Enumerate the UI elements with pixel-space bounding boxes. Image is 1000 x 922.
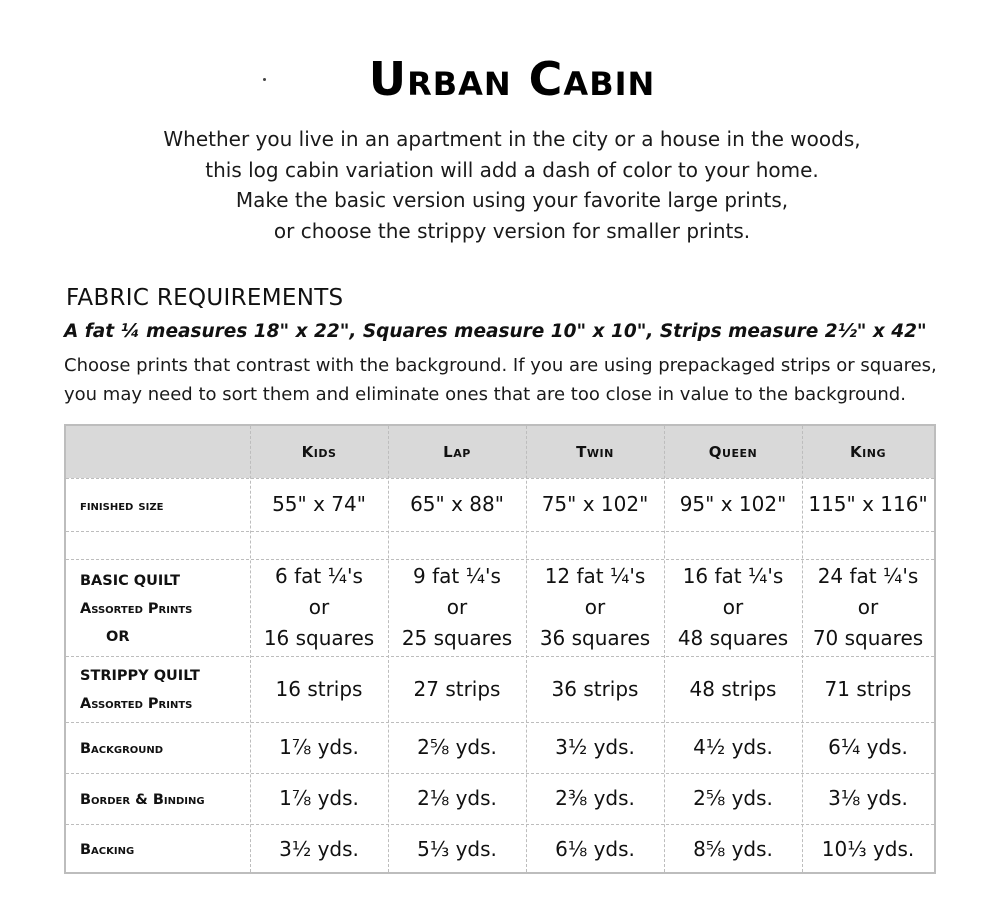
table-cell-line: 36 squares [539, 626, 651, 650]
table-cell [388, 732, 526, 763]
table-cell-line: 55" x 74" [272, 492, 366, 516]
intro-line: Make the basic version using your favorite large prints, [235, 188, 789, 212]
row-label-line: Background [80, 740, 164, 757]
table-cell [388, 783, 526, 814]
intro-line: Whether you live in an apartment in the city or a house in the woods, [163, 127, 861, 151]
column-header: Lap [443, 443, 471, 461]
fabric-requirements-table [64, 424, 936, 874]
row-label [80, 735, 163, 763]
column-header: Kids [301, 443, 337, 461]
row-label-line: Assorted Prints [80, 696, 193, 712]
table-cell [526, 561, 664, 654]
table-cell [664, 732, 802, 763]
table-cell-line: 6⅛ yds. [555, 836, 635, 861]
table-cell-line: 2⅜ yds. [555, 786, 635, 810]
row-label-line: Assorted Prints [80, 600, 193, 617]
table-cell [802, 561, 934, 654]
table-cell [802, 732, 934, 763]
row-label [80, 786, 205, 814]
table-cell-line: 16 fat ¼'s [682, 564, 784, 588]
row-label [80, 492, 163, 520]
table-cell-line: 5⅓ yds. [417, 836, 497, 861]
table-cell [802, 834, 934, 865]
table-cell [388, 834, 526, 865]
table-cell-line: 10⅓ yds. [821, 836, 915, 861]
table-cell-line: 16 strips [275, 676, 363, 701]
table-cell-line: 9 fat ¼'s [413, 564, 501, 588]
table-cell-line: 1⅞ yds. [279, 735, 359, 759]
table-row-divider [66, 559, 934, 560]
table-cell-line: 75" x 102" [541, 492, 649, 516]
table-cell [526, 783, 664, 814]
table-cell [802, 489, 934, 520]
table-cell [526, 489, 664, 520]
table-cell-line: 48 squares [677, 626, 789, 650]
row-label-line: OR [106, 628, 130, 645]
measures-note: A fat ¼ measures 18" x 22", Squares measure 10" x 10", Strips measure 2½" x 42" [64, 321, 927, 342]
table-row-divider [66, 773, 934, 774]
table-cell [526, 674, 664, 705]
table-cell-line: 2⅛ yds. [417, 786, 497, 810]
table-cell-line: or [722, 595, 744, 619]
table-cell-line: 27 strips [413, 676, 501, 701]
row-label-line: finished size [80, 497, 164, 514]
table-cell-line: 115" x 116" [808, 492, 928, 516]
instructions-paragraph [64, 351, 937, 409]
table-cell-line: 1⅞ yds. [279, 786, 359, 810]
table-row-divider [66, 656, 934, 657]
table-cell-line: 71 strips [824, 676, 912, 701]
table-cell [802, 783, 934, 814]
table-cell-line: 8⅝ yds. [693, 836, 773, 861]
page-title: Urban Cabin [368, 52, 656, 106]
row-label [80, 567, 192, 651]
table-cell-line: 3½ yds. [279, 836, 359, 861]
instructions-line: Choose prints that contrast with the background. If you are using prepackaged strips or squares, [64, 355, 937, 376]
instructions-line: you may need to sort them and eliminate ones that are too close in value to the background. [64, 384, 906, 405]
table-cell [664, 674, 802, 705]
intro-line: this log cabin variation will add a dash of color to your home. [205, 157, 819, 182]
table-cell-line: 16 squares [263, 626, 375, 650]
row-label [80, 662, 200, 718]
row-label-line: Backing [80, 842, 135, 858]
column-header: King [850, 443, 886, 461]
table-cell-line: 2⅝ yds. [417, 735, 497, 759]
table-cell [250, 561, 388, 654]
row-label-line: BASIC QUILT [80, 572, 181, 589]
column-header: Queen [708, 443, 758, 461]
table-cell-line: 95" x 102" [679, 492, 787, 516]
table-cell-line: 12 fat ¼'s [544, 564, 646, 588]
table-cell-line: 25 squares [401, 626, 513, 650]
table-cell-line: 65" x 88" [410, 492, 504, 516]
column-header: Twin [576, 443, 614, 461]
table-cell-line: 4½ yds. [693, 735, 773, 759]
table-cell-line: or [584, 595, 606, 619]
table-row-divider [66, 478, 934, 479]
table-cell [250, 489, 388, 520]
table-cell-line: or [308, 595, 330, 619]
table-cell [250, 674, 388, 705]
table-cell [250, 783, 388, 814]
table-cell [526, 732, 664, 763]
table-cell-line: or [446, 595, 468, 619]
table-row-divider [66, 824, 934, 825]
row-label-line: Border & Binding [80, 791, 205, 808]
intro-paragraph [0, 124, 1000, 246]
table-cell [664, 489, 802, 520]
table-cell [664, 561, 802, 654]
table-cell-line: 3⅛ yds. [828, 786, 908, 810]
table-cell [802, 674, 934, 705]
table-cell [526, 834, 664, 865]
table-cell-line: or [857, 595, 879, 619]
table-cell [664, 834, 802, 865]
table-cell [388, 674, 526, 705]
table-cell [664, 783, 802, 814]
row-label-line: STRIPPY QUILT [80, 668, 200, 684]
table-cell-line: 3½ yds. [555, 735, 635, 759]
section-heading: FABRIC REQUIREMENTS [66, 285, 344, 311]
table-cell [250, 834, 388, 865]
table-cell-line: 6 fat ¼'s [275, 564, 363, 588]
table-row-divider [66, 531, 934, 532]
table-cell-line: 48 strips [689, 676, 777, 701]
table-cell-line: 6¼ yds. [828, 735, 908, 759]
intro-line: or choose the strippy version for smaller prints. [273, 218, 751, 243]
table-cell [388, 489, 526, 520]
table-cell [250, 732, 388, 763]
table-cell [388, 561, 526, 654]
table-cell-line: 24 fat ¼'s [817, 564, 919, 588]
table-cell-line: 36 strips [551, 676, 639, 701]
table-cell-line: 2⅝ yds. [693, 786, 773, 810]
row-label [80, 836, 134, 864]
table-cell-line: 70 squares [812, 626, 924, 650]
table-row-divider [66, 722, 934, 723]
